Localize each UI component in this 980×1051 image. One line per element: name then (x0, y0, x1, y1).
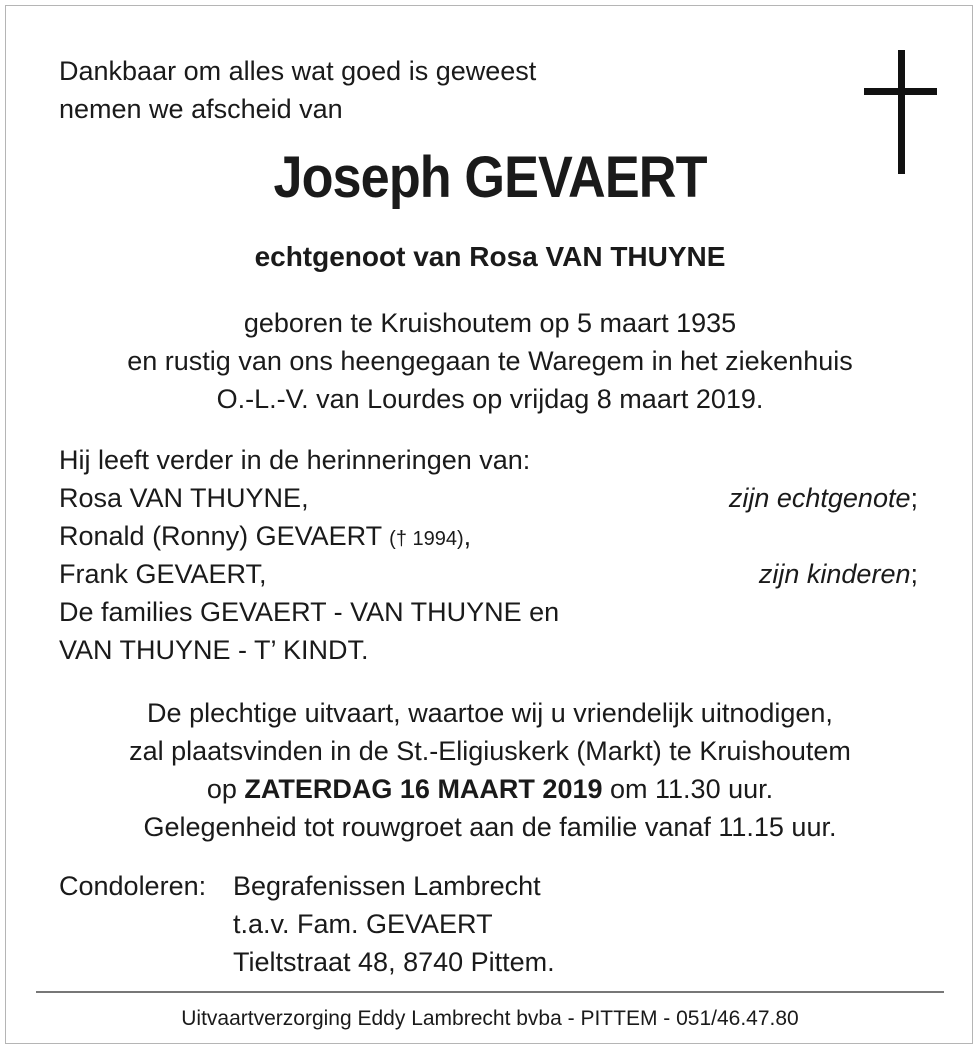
funeral-line-3: op ZATERDAG 16 MAART 2019 om 11.30 uur. (206, 774, 774, 804)
funeral-date: ZATERDAG 16 MAART 2019 (244, 774, 603, 804)
deceased-name: Joseph GEVAERT (273, 145, 707, 210)
family-children-role: zijn kinderen; (758, 559, 918, 589)
family-spouse: Rosa VAN THUYNE, (59, 483, 309, 513)
condolences-line-1: Begrafenissen Lambrecht (233, 871, 541, 901)
condolences-line-3: Tieltstraat 48, 8740 Pittem. (233, 947, 555, 977)
funeral-line-2: zal plaatsvinden in de St.-Eligiuskerk (Markt) te Kruishoutem (129, 736, 851, 766)
intro-line-2: nemen we afscheid van (59, 94, 343, 124)
family-child-1: Ronald (Ronny) GEVAERT († 1994), (59, 521, 472, 551)
death-line-1: en rustig van ons heengegaan te Waregem in het ziekenhuis (127, 346, 853, 376)
condolences-line-2: t.a.v. Fam. GEVAERT (233, 909, 493, 939)
family-heading: Hij leeft verder in de herinneringen van: (59, 445, 531, 475)
condolences-label: Condoleren: (59, 871, 207, 901)
family-families-2: VAN THUYNE - T’ KINDT. (59, 635, 369, 665)
death-year-note: († 1994) (389, 528, 464, 550)
birth-line: geboren te Kruishoutem op 5 maart 1935 (243, 308, 737, 338)
family-families-1: De families GEVAERT - VAN THUYNE en (59, 597, 560, 627)
spouse-line: echtgenoot van Rosa VAN THUYNE (254, 241, 726, 272)
footer-text: Uitvaartverzorging Eddy Lambrecht bvba - PITTEM - 051/46.47.80 (181, 1007, 799, 1030)
family-child-2: Frank GEVAERT, (59, 559, 267, 589)
death-line-2: O.-L.-V. van Lourdes op vrijdag 8 maart 2019. (216, 384, 764, 414)
footer-divider (36, 991, 944, 993)
funeral-line-1: De plechtige uitvaart, waartoe wij u vriendelijk uitnodigen, (147, 698, 833, 728)
funeral-line-4: Gelegenheid tot rouwgroet aan de familie vanaf 11.15 uur. (143, 812, 837, 842)
family-spouse-role: zijn echtgenote; (728, 483, 918, 513)
intro-line-1: Dankbaar om alles wat goed is geweest (59, 56, 537, 86)
